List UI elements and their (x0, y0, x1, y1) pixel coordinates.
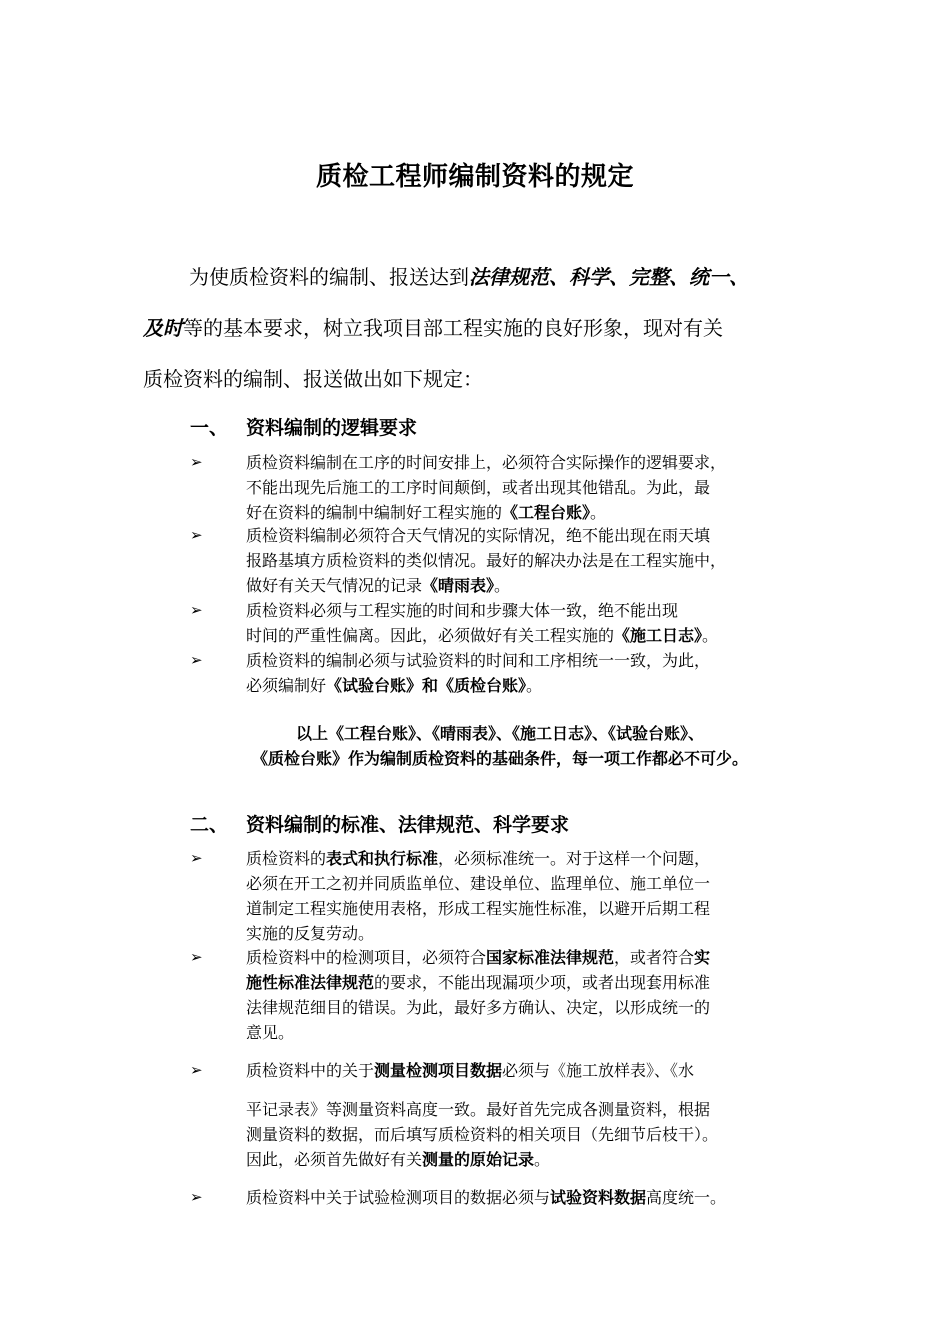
intro-paragraph (143, 252, 833, 405)
intro-line-1: 为使质检资料的编制、报送达到法律规范、科学、完整、统一、 (189, 265, 749, 289)
arrow-bullet-icon: ➢ (190, 651, 203, 669)
section-title: 资料编制的标准、法律规范、科学要求 (246, 814, 570, 836)
list-item: ➢ 质检资料必须与工程实施的时间和步骤大体一致，绝不能出现 时间的严重性偏离。因此，必须做好有关工程实施的《施工日志》。 (190, 598, 830, 648)
arrow-bullet-icon: ➢ (190, 849, 203, 867)
arrow-bullet-icon: ➢ (190, 453, 203, 471)
emphasis-text: 及时 (143, 316, 183, 340)
arrow-bullet-icon: ➢ (190, 1061, 203, 1079)
list-item: ➢ 质检资料中关于试验检测项目的数据必须与试验资料数据高度统一。 (190, 1185, 830, 1210)
list-item: ➢ 质检资料中的关于测量检测项目数据必须与《施工放样表》、《水 平记录表》等测量资料高度一致。最好首先完成各测量资料，根据 测量资料的数据，而后填写质检资料的相关项目（先细节后枝干）。 因此，必须首先做好有关测量的原始记录。 (190, 1058, 830, 1172)
list-item: ➢ 质检资料的表式和执行标准，必须标准统一。对于这样一个问题， 必须在开工之初并同质监单位、建设单位、监理单位、施工单位一 道制定工程实施使用表格，形成工程实施性标准，以避开后期工程 实施的反复劳动。 (190, 846, 830, 946)
section-2-heading (190, 810, 569, 837)
list-item: ➢ 质检资料的编制必须与试验资料的时间和工序相统一一致，为此， 必须编制好《试验台账》和《质检台账》。 (190, 648, 830, 698)
section-number: 一、 (190, 417, 229, 439)
emphasis-text: 法律规范、科学、完整、统一、 (469, 265, 749, 289)
intro-line-2: 及时等的基本要求，树立我项目部工程实施的良好形象，现对有关 (143, 316, 723, 340)
arrow-bullet-icon: ➢ (190, 948, 203, 966)
section-title: 资料编制的逻辑要求 (246, 417, 418, 439)
arrow-bullet-icon: ➢ (190, 1188, 203, 1206)
intro-line-3: 质检资料的编制、报送做出如下规定： (143, 367, 483, 391)
summary-paragraph: 以上《工程台账》、《晴雨表》、《施工日志》、《试验台账》、 《质检台账》作为编制质检资料的基础条件，每一项工作都必不可少。 (251, 724, 748, 768)
list-item: ➢ 质检资料编制必须符合天气情况的实际情况，绝不能出现在雨天填 报路基填方质检资料的类似情况。最好的解决办法是在工程实施中， 做好有关天气情况的记录《晴雨表》。 (190, 523, 830, 598)
section-1-heading (190, 413, 417, 440)
arrow-bullet-icon: ➢ (190, 601, 203, 619)
section-number: 二、 (190, 814, 229, 836)
arrow-bullet-icon: ➢ (190, 526, 203, 544)
list-item: ➢ 质检资料编制在工序的时间安排上，必须符合实际操作的逻辑要求， 不能出现先后施工的工序时间颠倒，或者出现其他错乱。为此，最 好在资料的编制中编制好工程实施的《工程台账》。 (190, 450, 830, 525)
list-item: ➢ 质检资料中的检测项目，必须符合国家标准法律规范，或者符合实 施性标准法律规范的要求，不能出现漏项少项，或者出现套用标准 法律规范细目的错误。为此，最好多方确认、决定，以形成统一的 意见。 (190, 945, 830, 1045)
document-title: 质检工程师编制资料的规定 (315, 162, 634, 192)
